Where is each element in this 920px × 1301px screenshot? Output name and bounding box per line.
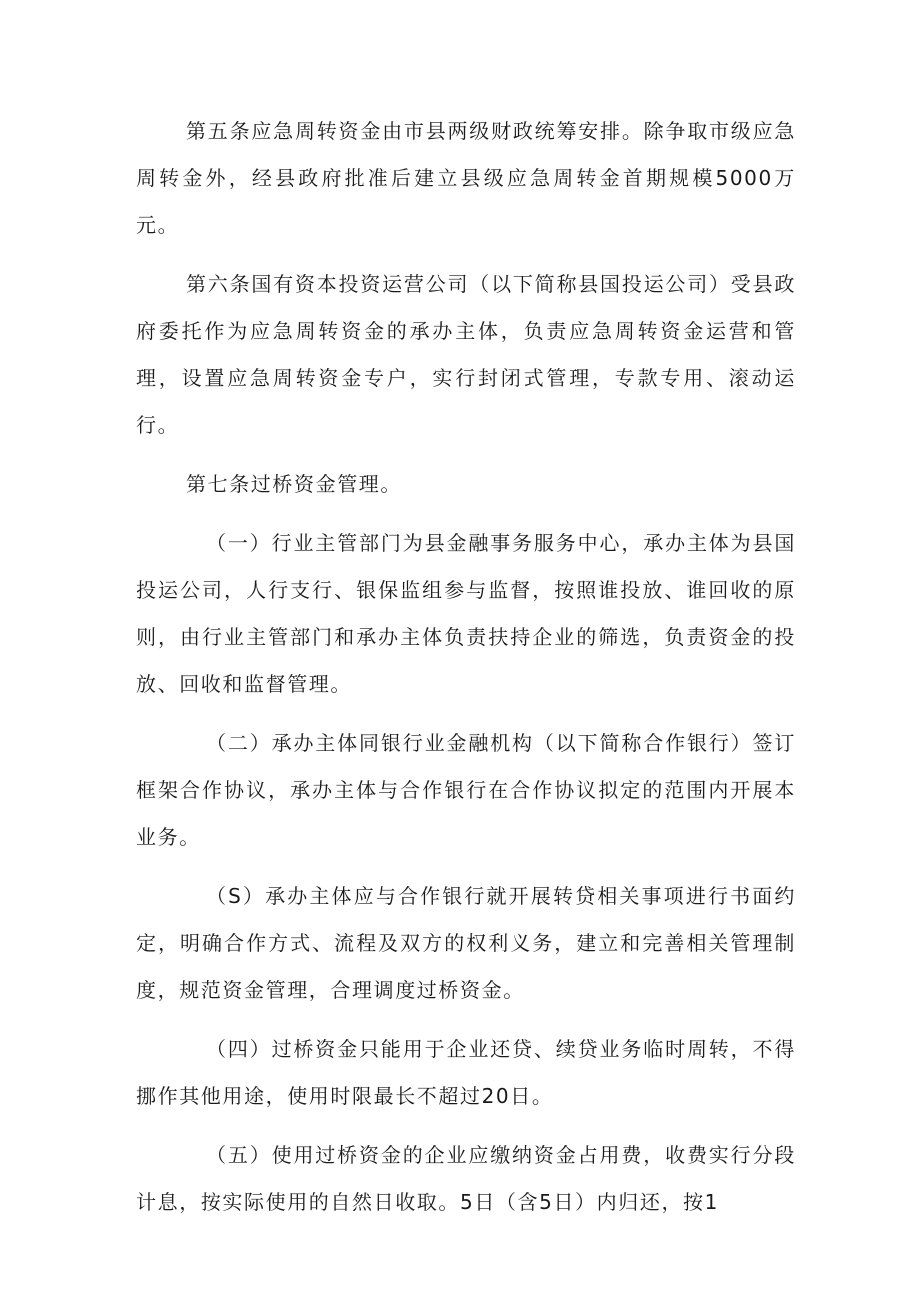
article-5-paragraph: 第五条应急周转资金由市县两级财政统筹安排。除争取市级应急周转金外，经县政府批准后建立县级应急周转金首期规模5000万元。 [136, 119, 796, 237]
article-7-heading: 第七条过桥资金管理。 [186, 472, 402, 496]
document-body [136, 108, 796, 1238]
article-6-paragraph: 第六条国有资本投资运营公司（以下简称县国投运公司）受县政府委托作为应急周转资金的承办主体，负责应急周转资金运营和管理，设置应急周转资金专户，实行封闭式管理，专款专用、滚动运行。 [136, 272, 796, 437]
article-7-item-5: （五）使用过桥资金的企业应缴纳资金占用费，收费实行分段计息，按实际使用的自然日收取。5日（含5日）内归还，按1 [136, 1143, 796, 1214]
article-7-item-2: （二）承办主体同银行业金融机构（以下简称合作银行）签订框架合作协议，承办主体与合作银行在合作协议拟定的范围内开展本业务。 [136, 731, 796, 849]
article-7-item-1: （一）行业主管部门为县金融事务服务中心，承办主体为县国投运公司，人行支行、银保监组参与监督，按照谁投放、谁回收的原则，由行业主管部门和承办主体负责扶持企业的筛选，负责资金的投放、回收和监督管理。 [136, 531, 796, 696]
article-7-item-4: （四）过桥资金只能用于企业还贷、续贷业务临时周转，不得挪作其他用途，使用时限最长不超过20日。 [136, 1037, 796, 1108]
article-7-item-3: （S）承办主体应与合作银行就开展转贷相关事项进行书面约定，明确合作方式、流程及双方的权利义务，建立和完善相关管理制度，规范资金管理，合理调度过桥资金。 [136, 884, 796, 1002]
